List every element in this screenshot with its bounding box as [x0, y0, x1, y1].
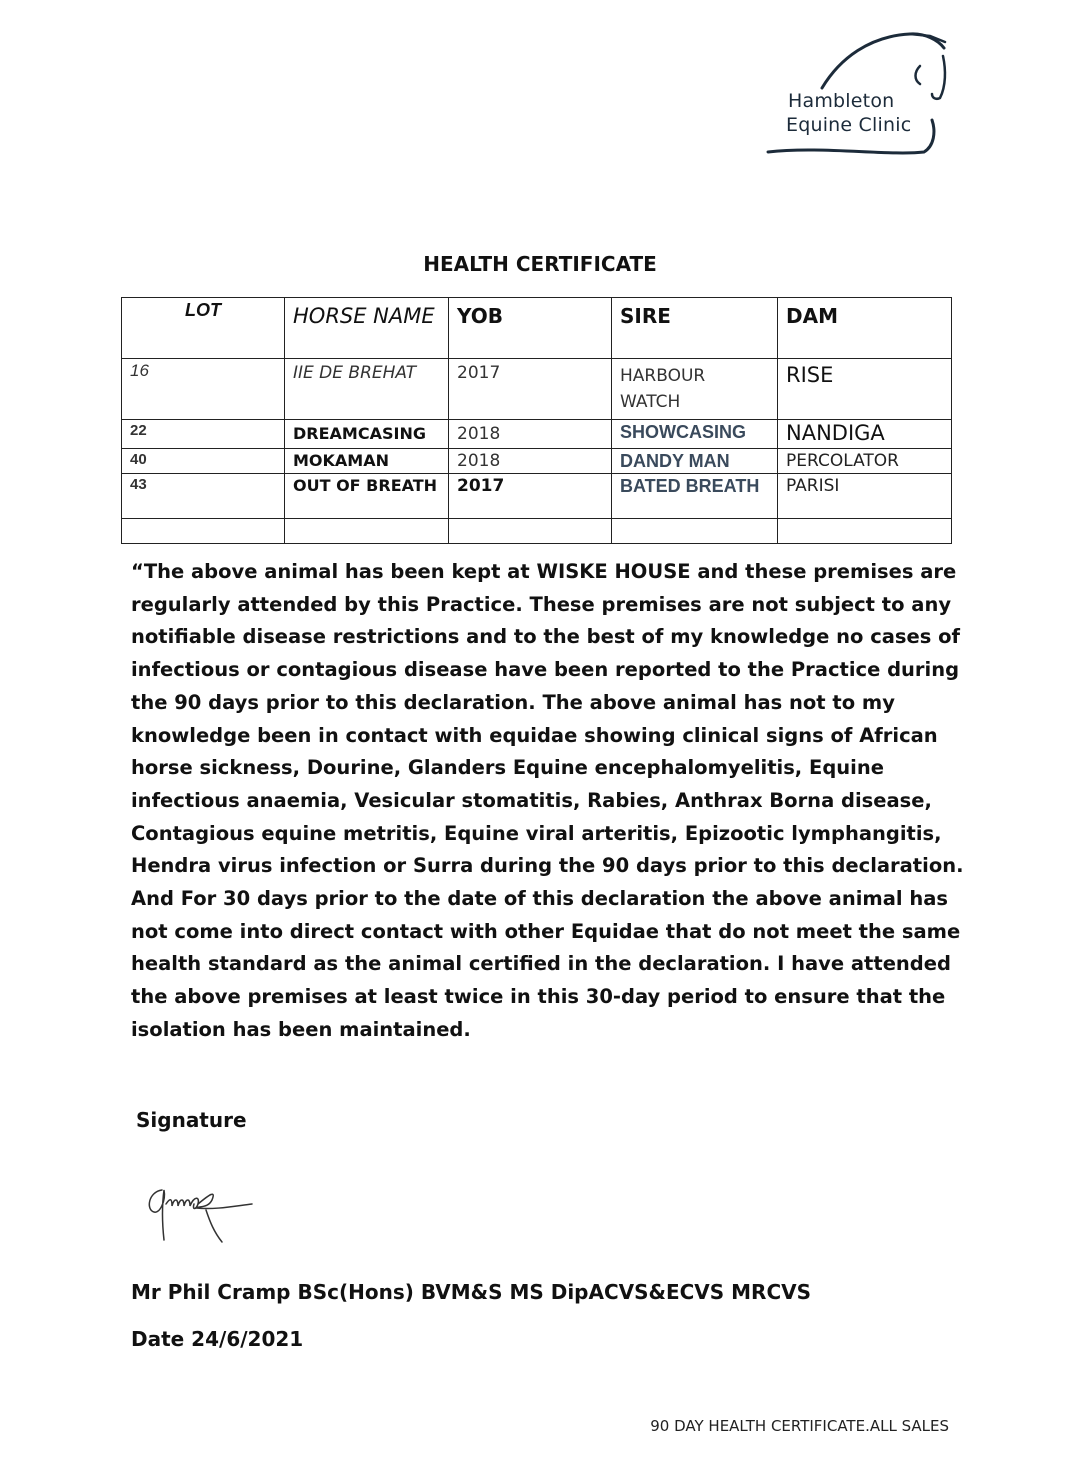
header-cell-yob — [449, 298, 612, 359]
sire-cell: SHOWCASING — [620, 422, 746, 442]
header-sire: SIRE — [620, 304, 671, 328]
horse-name-cell: DREAMCASING — [293, 424, 426, 443]
horse-table — [121, 297, 952, 544]
dam-cell: PARISI — [786, 476, 840, 496]
horse-name-cell: IIE DE BREHAT — [293, 363, 417, 383]
sire-cell: BATED BREATH — [620, 476, 760, 496]
table-row — [122, 474, 952, 519]
dam-cell: NANDIGA — [786, 421, 885, 445]
sire-cell: DANDY MAN — [620, 451, 730, 471]
table-row — [122, 449, 952, 474]
declaration-text: “The above animal has been kept at WISKE HOUSE and these premises are regularly attended by this Practice. These premises are not subject to any notifiable disease restrictions and to the best of my knowledge no cases of infectious or contagious disease have been reported to the Practice during the 90 days prior to this declaration. The above animal has not to my knowledge been in contact with equidae showing clinical signs of African horse sickness, Dourine, Glanders Equine encephalomyelitis, Equine infectious anaemia, Vesicular stomatitis, Rabies, Anthrax Borna disease, Contagious equine metritis, Equine viral arteritis, Epizootic lymphangitis, Hendra virus infection or Surra during the 90 days prior to this declaration. And For 30 days prior to the date of this declaration the above animal has not come into direct contact with other Equidae that do not meet the same health standard as the animal certified in the declaration. I have attended the above premises at least twice in this 30-day period to ensure that the isolation has been maintained. — [131, 560, 964, 1041]
horse-name-cell: MOKAMAN — [293, 451, 389, 470]
table-row — [122, 420, 952, 449]
table-row — [122, 359, 952, 420]
page-title: HEALTH CERTIFICATE — [423, 252, 657, 276]
dam-cell: PERCOLATOR — [786, 451, 899, 471]
dam-cell: RISE — [786, 363, 834, 387]
header-cell-horse-name — [285, 298, 449, 359]
signature-label: Signature — [136, 1108, 247, 1132]
header-cell-lot — [122, 298, 285, 359]
header-dam: DAM — [786, 304, 838, 328]
sire-cell: HARBOUR WATCH — [620, 366, 706, 412]
header-lot: LOT — [185, 300, 221, 320]
table-header-row — [122, 298, 952, 359]
yob-cell: 2017 — [457, 476, 505, 496]
footer-text: 90 DAY HEALTH CERTIFICATE.ALL SALES — [650, 1417, 949, 1435]
horse-name-cell: OUT OF BREATH — [293, 476, 438, 495]
table-row-empty — [122, 519, 952, 544]
lot-cell: 22 — [130, 422, 147, 439]
yob-cell: 2018 — [457, 451, 501, 471]
signature-image — [140, 1160, 260, 1250]
logo-text-line1: Hambleton — [788, 90, 895, 112]
header-cell-dam — [778, 298, 952, 359]
yob-cell: 2018 — [457, 424, 501, 444]
yob-cell: 2017 — [457, 363, 501, 383]
logo-text-line2: Equine Clinic — [786, 114, 912, 136]
clinic-logo — [760, 28, 960, 163]
lot-cell: 40 — [130, 451, 147, 468]
date-line: Date 24/6/2021 — [131, 1327, 304, 1351]
header-cell-sire — [612, 298, 778, 359]
header-horse-name: HORSE NAME — [293, 304, 435, 328]
header-yob: YOB — [457, 304, 504, 328]
lot-cell: 16 — [130, 361, 149, 380]
vet-name: Mr Phil Cramp BSc(Hons) BVM&S MS DipACVS&ECVS MRCVS — [131, 1280, 812, 1304]
lot-cell: 43 — [130, 476, 147, 493]
